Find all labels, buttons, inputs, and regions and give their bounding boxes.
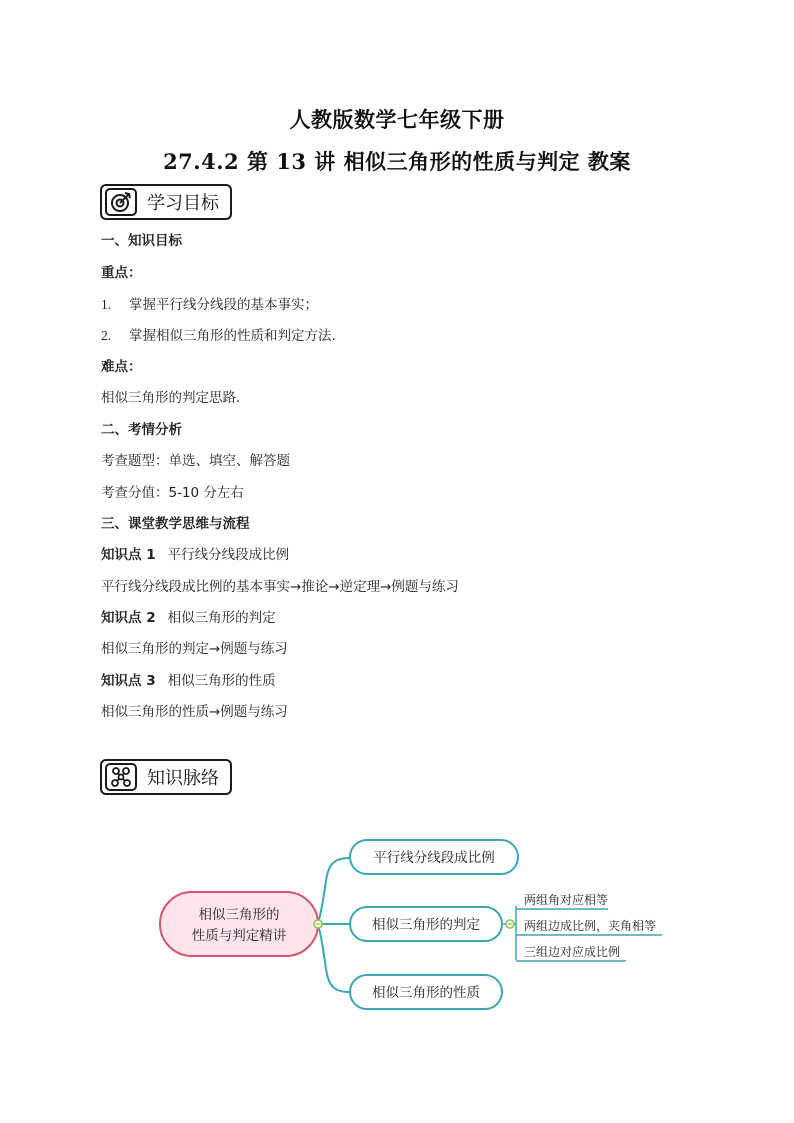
connector: [318, 858, 350, 924]
point-flow: 平行线分线段成比例的基本事实→推论→逆定理→例题与练习: [101, 579, 459, 595]
difficulty-text: 相似三角形的判定思路.: [101, 390, 241, 406]
knowledge-point-3: [101, 669, 276, 689]
heading-exam-analysis: 二、考情分析: [101, 422, 182, 438]
key-points-label: 重点：: [101, 265, 142, 281]
list-text: 掌握平行线分线段的基本事实；: [129, 297, 318, 313]
list-number: 2.: [101, 328, 112, 343]
root-line-2: 性质与判定精讲: [191, 928, 287, 944]
branch-label: 相似三角形的判定: [372, 917, 480, 933]
list-text: 掌握相似三角形的性质和判定方法.: [129, 328, 336, 344]
mind-map: [0, 820, 794, 1070]
point-flow: 相似三角形的性质→例题与练习: [101, 704, 288, 720]
list-item: [101, 324, 336, 344]
point-title: 平行线分线段成比例: [167, 547, 290, 563]
sub-item: 两组角对应相等: [524, 893, 609, 907]
heading-teaching-flow: 三、课堂教学思维与流程: [101, 516, 250, 532]
target-icon: [105, 188, 137, 216]
document-subtitle: 27.4.2 第 13 讲 相似三角形的性质与判定 教案: [163, 149, 631, 174]
section-label: 知识脉络: [147, 768, 219, 789]
point-label: 知识点 2: [101, 610, 156, 626]
heading-knowledge-goals: 一、知识目标: [101, 233, 182, 249]
sub-item: 三组边对应成比例: [524, 945, 621, 959]
section-badge-knowledge-map: [100, 759, 232, 795]
point-flow: 相似三角形的判定→例题与练习: [101, 641, 288, 657]
branch-label: 平行线分线段成比例: [373, 850, 495, 866]
document-title: 人教版数学七年级下册: [289, 107, 505, 132]
knowledge-point-1: [101, 543, 289, 563]
list-number: 1.: [101, 297, 112, 312]
point-label: 知识点 1: [101, 547, 156, 563]
section-label: 学习目标: [147, 193, 219, 214]
exam-score: 考查分值：5-10 分左右: [101, 485, 244, 501]
difficulty-label: 难点：: [101, 359, 142, 375]
root-line-1: 相似三角形的: [198, 907, 280, 923]
list-item: [101, 293, 318, 313]
connector: [318, 924, 350, 992]
knowledge-point-2: [101, 606, 276, 626]
sub-item: 两组边成比例，夹角相等: [524, 919, 657, 933]
mind-map-root: [160, 892, 318, 956]
network-icon: [105, 763, 137, 791]
point-label: 知识点 3: [101, 673, 156, 689]
point-title: 相似三角形的判定: [167, 610, 276, 626]
section-badge-objectives: [100, 184, 232, 220]
point-title: 相似三角形的性质: [167, 673, 276, 689]
branch-label: 相似三角形的性质: [372, 985, 480, 1001]
exam-types: 考查题型：单选、填空、解答题: [101, 453, 290, 469]
